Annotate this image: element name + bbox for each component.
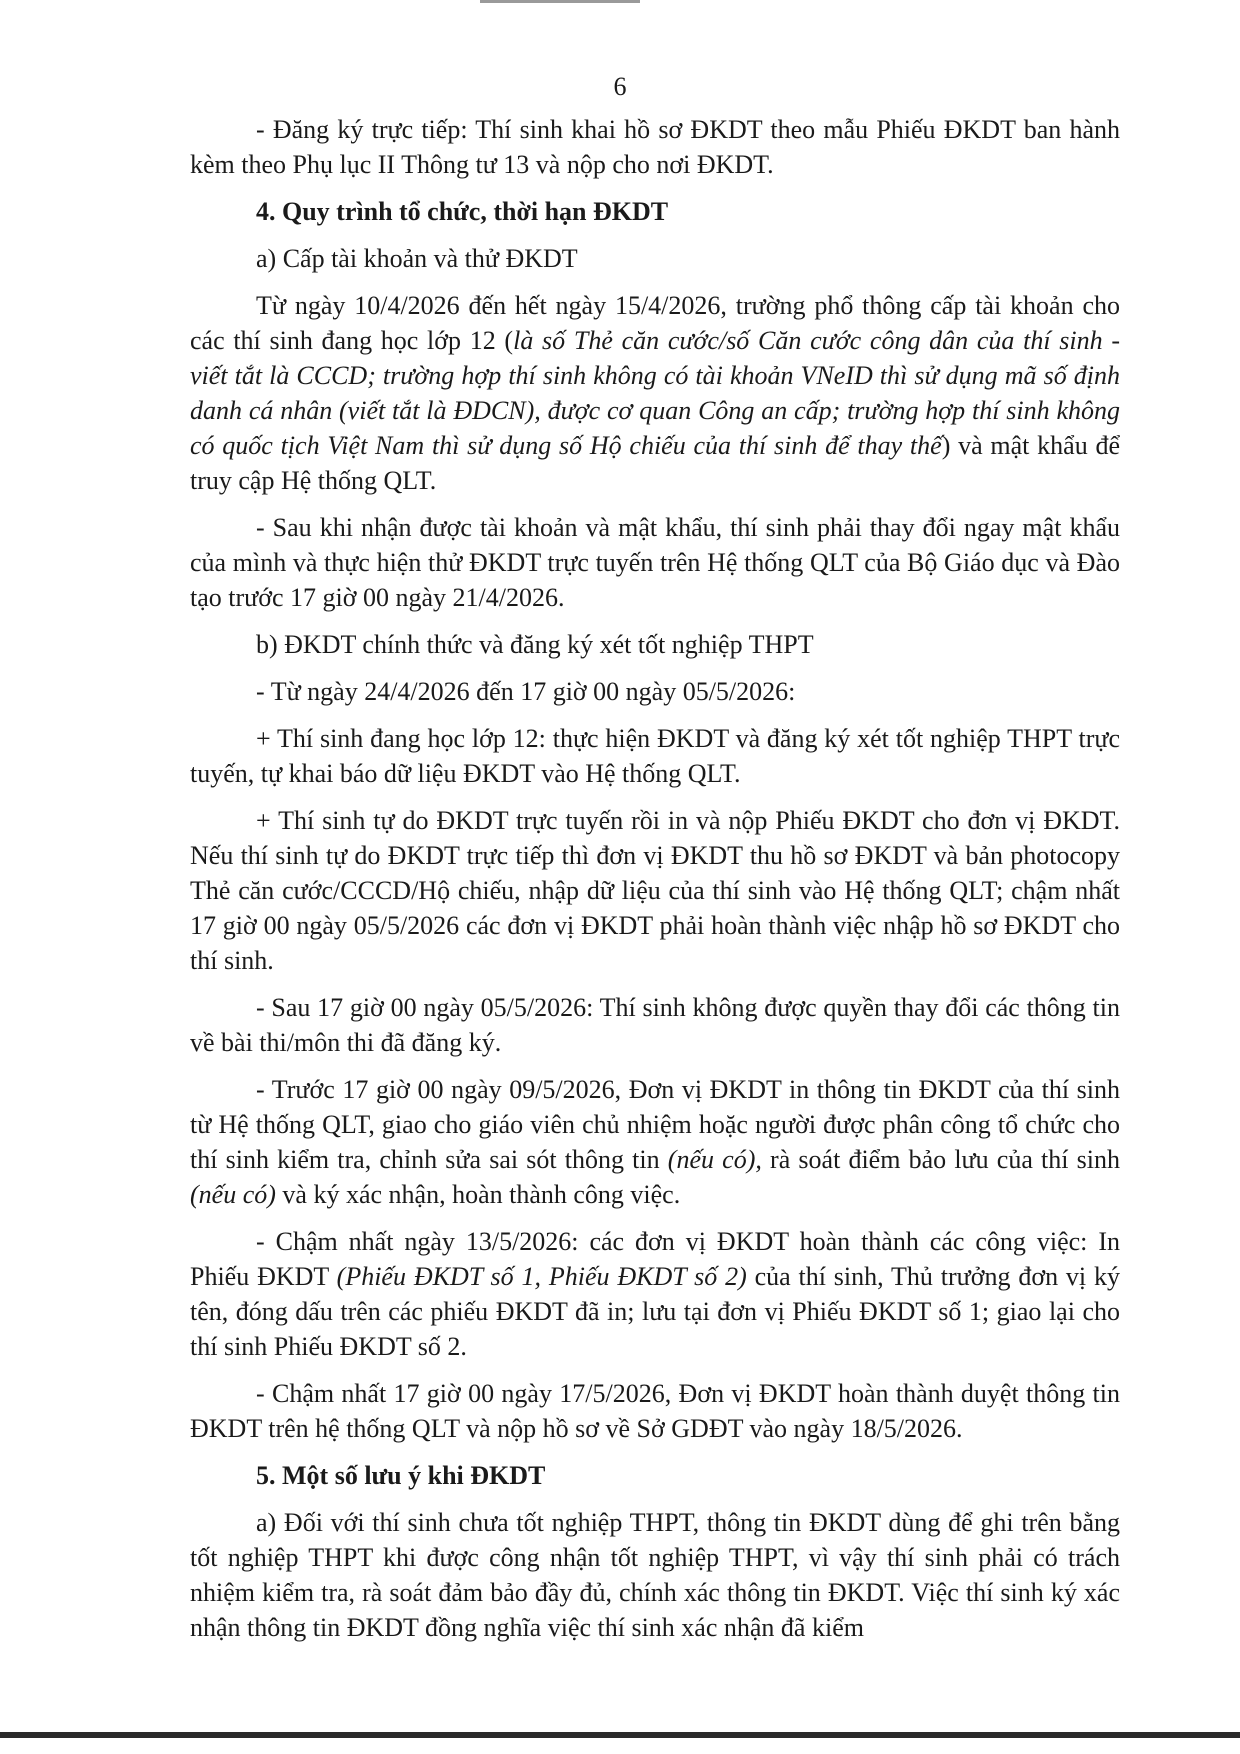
scan-bottom-edge [0, 1732, 1240, 1738]
paragraph-after-deadline: - Sau 17 giờ 00 ngày 05/5/2026: Thí sinh không được quyền thay đổi các thông tin về bài thi/môn thi đã đăng ký. [190, 993, 1120, 1057]
text-segment: ) và mật khẩu để truy cập Hệ thống QLT. [190, 431, 1121, 495]
paragraph-approval-submit: - Chậm nhất 17 giờ 00 ngày 17/5/2026, Đơn vị ĐKDT hoàn thành duyệt thông tin ĐKDT trên hệ thống QLT và nộp hồ sơ về Sở GDĐT vào ngày 18/5/2026. [190, 1379, 1120, 1443]
paragraph-account-issuance-title: a) Cấp tài khoản và thử ĐKDT [256, 244, 578, 273]
paragraph-registration-period: - Từ ngày 24/4/2026 đến 17 giờ 00 ngày 05/5/2026: [256, 677, 796, 706]
italic-segment: (nếu có) [190, 1180, 276, 1209]
text-segment: Từ ngày 10/4/2026 đến hết ngày 15/4/2026, trường phổ thông cấp tài khoản cho các thí sinh đang học lớp 12 ( [190, 291, 1120, 355]
text-segment: rà soát điểm bảo lưu của thí sinh [761, 1145, 1121, 1174]
paragraph-print-verify [190, 1072, 1120, 1212]
paragraph-notes-a: a) Đối với thí sinh chưa tốt nghiệp THPT, thông tin ĐKDT dùng để ghi trên bằng tốt nghiệp THPT khi được công nhận tốt nghiệp THPT, vì vậy thí sinh phải có trách nhiệm kiểm tra, rà soát đảm bảo đầy đủ, chính xác thông tin ĐKDT. Việc thí sinh ký xác nhận thông tin ĐKDT đồng nghĩa việc thí sinh xác nhận đã kiểm [190, 1508, 1120, 1642]
text-segment: - Trước 17 giờ 00 ngày 09/5/2026, Đơn vị ĐKDT in thông tin ĐKDT của thí sinh từ Hệ thống QLT, giao cho giáo viên chủ nhiệm hoặc người được phân công tổ chức cho thí sinh kiểm tra, chỉnh sửa sai sót thông tin [190, 1075, 1120, 1174]
document-body [190, 112, 1120, 1657]
italic-segment: (Phiếu ĐKDT số 1, Phiếu ĐKDT số 2) [336, 1262, 747, 1291]
text-segment: và ký xác nhận, hoàn thành công việc. [275, 1180, 681, 1209]
paragraph-grade12-students: + Thí sinh đang học lớp 12: thực hiện ĐKDT và đăng ký xét tốt nghiệp THPT trực tuyến, tự khai báo dữ liệu ĐKDT vào Hệ thống QLT. [190, 724, 1120, 788]
italic-segment: (nếu có), [667, 1145, 762, 1174]
paragraph-print-forms [190, 1224, 1120, 1364]
paragraph-change-password: - Sau khi nhận được tài khoản và mật khẩu, thí sinh phải thay đổi ngay mật khẩu của mình và thực hiện thử ĐKDT trực tuyến trên Hệ thống QLT của Bộ Giáo dục và Đào tạo trước 17 giờ 00 ngày 21/4/2026. [190, 513, 1120, 612]
paragraph-direct-registration: - Đăng ký trực tiếp: Thí sinh khai hồ sơ ĐKDT theo mẫu Phiếu ĐKDT ban hành kèm theo Phụ lục II Thông tư 13 và nộp cho nơi ĐKDT. [190, 115, 1120, 179]
heading-section-5: 5. Một số lưu ý khi ĐKDT [256, 1461, 546, 1490]
heading-section-4: 4. Quy trình tổ chức, thời hạn ĐKDT [256, 197, 669, 226]
paragraph-official-registration-title: b) ĐKDT chính thức và đăng ký xét tốt nghiệp THPT [256, 630, 814, 659]
text-segment: của thí sinh, Thủ trưởng đơn vị ký tên, đóng dấu trên các phiếu ĐKDT đã in; lưu tại đơn vị Phiếu ĐKDT số 1; giao lại cho thí sinh Phiếu ĐKDT số 2. [190, 1262, 1120, 1361]
scan-edge-mark [480, 0, 640, 3]
paragraph-free-candidates: + Thí sinh tự do ĐKDT trực tuyến rồi in và nộp Phiếu ĐKDT cho đơn vị ĐKDT. Nếu thí sinh tự do ĐKDT trực tiếp thì đơn vị ĐKDT thu hồ sơ ĐKDT và bản photocopy Thẻ căn cước/CCCD/Hộ chiếu, nhập dữ liệu của thí sinh vào Hệ thống QLT; chậm nhất 17 giờ 00 ngày 05/5/2026 các đơn vị ĐKDT phải hoàn thành việc nhập hồ sơ ĐKDT cho thí sinh. [190, 806, 1120, 975]
paragraph-account-issuance [190, 288, 1120, 498]
text-segment: - Chậm nhất ngày 13/5/2026: các đơn vị ĐKDT hoàn thành các công việc: In Phiếu ĐKDT [190, 1227, 1120, 1291]
page-number: 6 [613, 72, 627, 101]
italic-segment: là số Thẻ căn cước/số Căn cước công dân của thí sinh - viết tắt là CCCD; trường hợp thí sinh không có tài khoản VNeID thì sử dụng mã số định danh cá nhân (viết tắt là ĐDCN), được cơ quan Công an cấp; trường hợp thí sinh không có quốc tịch Việt Nam thì sử dụng số Hộ chiếu của thí sinh để thay thế [190, 326, 1121, 460]
